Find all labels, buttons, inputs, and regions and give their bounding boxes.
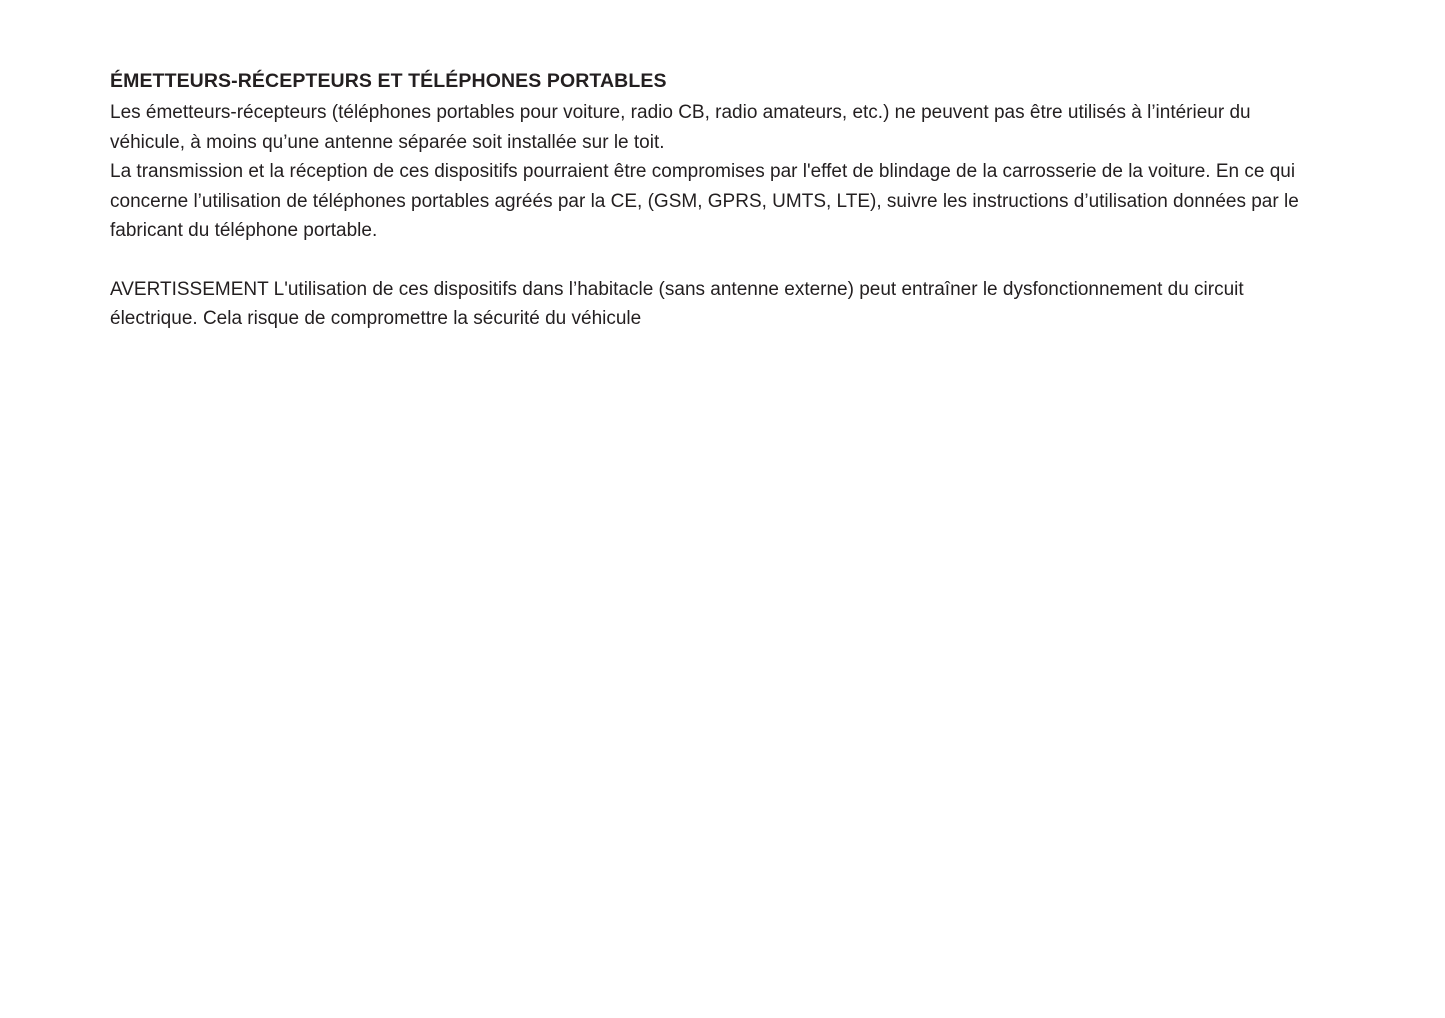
paragraph-spacer — [110, 246, 1300, 275]
paragraph-transmission: La transmission et la réception de ces dispositifs pourraient être compromises par l'effet de blindage de la carrosserie de la voiture. En ce qui concerne l’utilisation de téléphones portables agréés par la CE, (GSM, GPRS, UMTS, LTE), suivre les instructions d’utilisation données par le fabricant du téléphone portable. — [110, 161, 1299, 242]
body-content — [110, 98, 1300, 334]
page-title: ÉMETTEURS-RÉCEPTEURS ET TÉLÉPHONES PORTABLES — [110, 70, 667, 92]
paragraph-transceivers: Les émetteurs-récepteurs (téléphones portables pour voiture, radio CB, radio amateurs, etc.) ne peuvent pas être utilisés à l’intérieur du véhicule, à moins qu’une antenne séparée soit installée sur le toit. — [110, 102, 1251, 153]
warning-note: AVERTISSEMENT L'utilisation de ces dispositifs dans l’habitacle (sans antenne externe) peut entraîner le dysfonctionnement du circuit électrique. Cela risque de compromettre la sécurité du véhicule — [110, 278, 1244, 330]
